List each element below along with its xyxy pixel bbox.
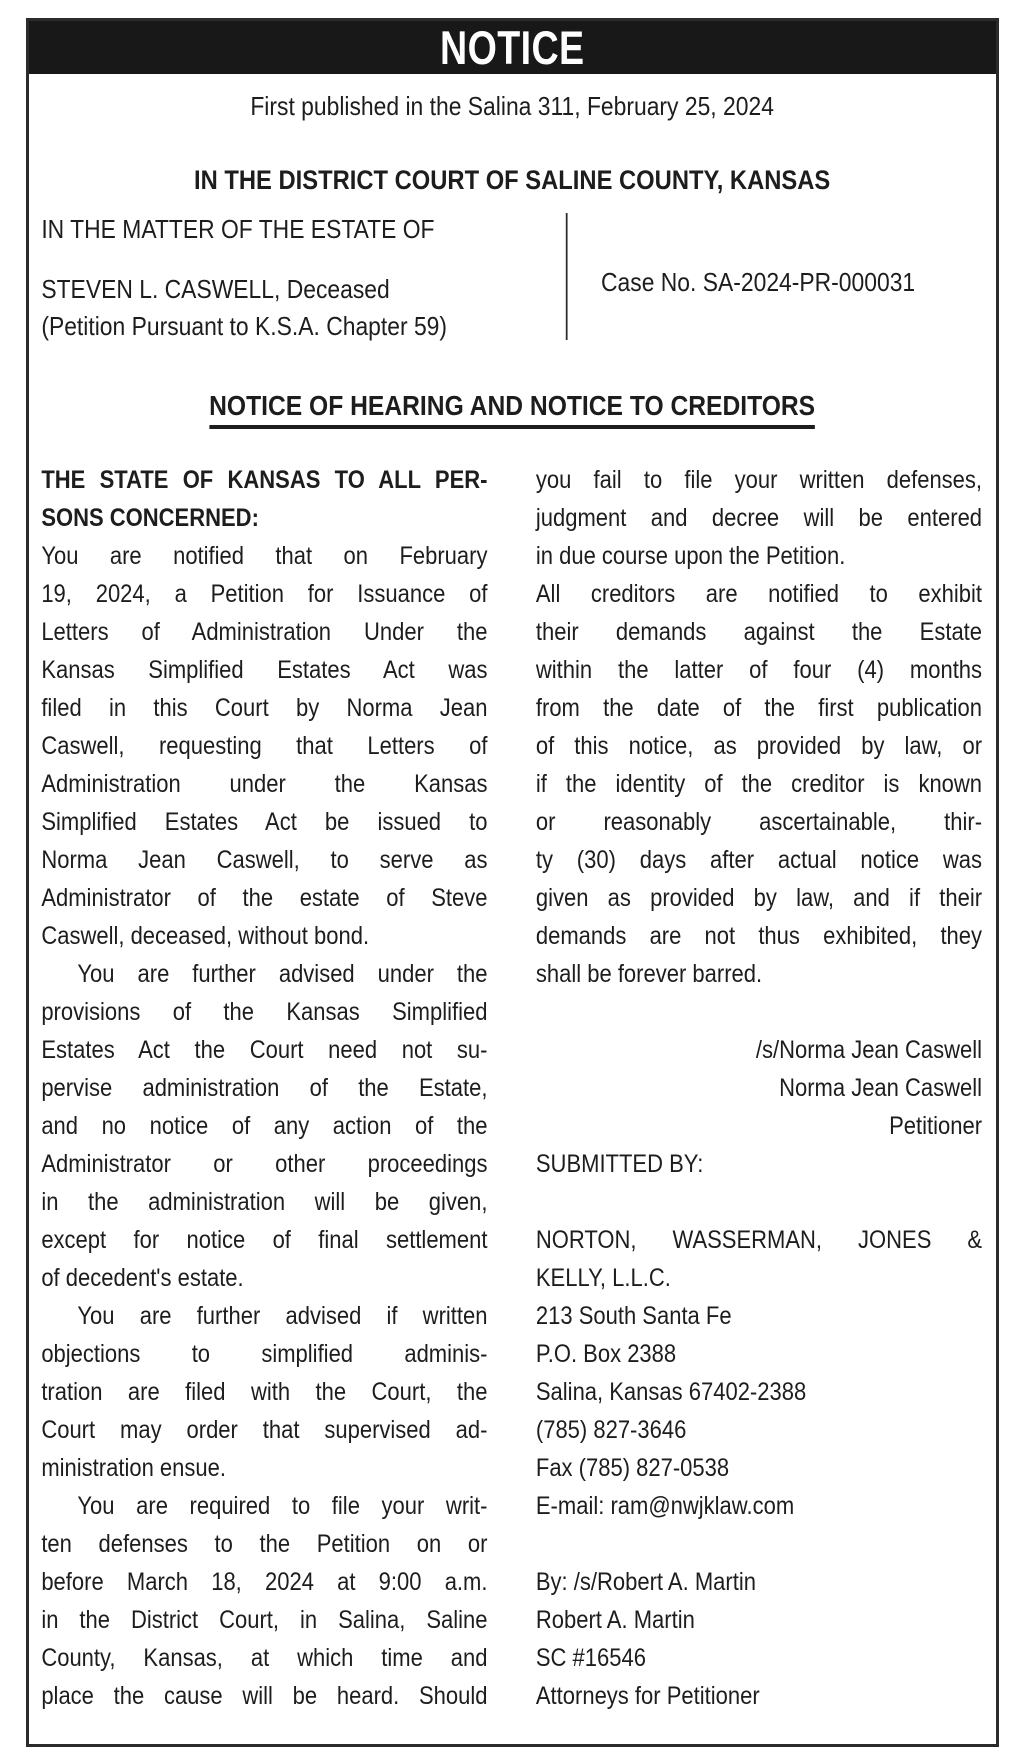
text-line: Administration under the Kansas xyxy=(41,770,488,798)
text-line: Robert A. Martin xyxy=(535,1606,695,1634)
text-line: By: /s/Robert A. Martin xyxy=(535,1568,756,1596)
text-line: before March 18, 2024 at 9:00 a.m. xyxy=(41,1568,488,1596)
text-line: You are notified that on February xyxy=(41,542,488,570)
text-line: of this notice, as provided by law, or xyxy=(535,732,983,760)
notice-title: NOTICE xyxy=(440,21,585,74)
text-line: P.O. Box 2388 xyxy=(535,1340,677,1368)
text-line: if the identity of the creditor is known xyxy=(535,770,983,798)
case-number: Case No. SA-2024-PR-000031 xyxy=(601,267,916,297)
text-line: except for notice of final settlement xyxy=(41,1226,488,1254)
text-line: filed in this Court by Norma Jean xyxy=(41,694,488,722)
right-column xyxy=(536,461,982,1715)
text-line: place the cause will be heard. Should xyxy=(41,1682,488,1710)
text-line: Attorneys for Petitioner xyxy=(535,1682,760,1710)
published-line: First published in the Salina 311, February 25, 2024 xyxy=(250,91,774,121)
text-line: You are further advised if written xyxy=(77,1302,488,1330)
text-line: All creditors are notified to exhibit xyxy=(535,580,983,608)
section-heading-wrap xyxy=(29,390,995,429)
notice-header-band xyxy=(29,21,996,74)
text-line: Administrator of the estate of Steve xyxy=(41,884,488,912)
text-line: Salina, Kansas 67402-2388 xyxy=(535,1378,807,1406)
blank-line xyxy=(536,993,982,1031)
blank-line xyxy=(536,1183,982,1221)
text-line: ty (30) days after actual notice was xyxy=(535,846,983,874)
text-line: of decedent's estate. xyxy=(41,1264,244,1292)
text-line: Letters of Administration Under the xyxy=(41,618,488,646)
text-line: pervise administration of the Estate, xyxy=(41,1074,488,1102)
left-column xyxy=(41,461,487,1715)
text-line: (785) 827-3646 xyxy=(535,1416,687,1444)
text-line: Estates Act the Court need not su- xyxy=(41,1036,488,1064)
text-line: tration are filed with the Court, the xyxy=(41,1378,488,1406)
notice-content xyxy=(29,74,995,1747)
text-line: Caswell, requesting that Letters of xyxy=(41,732,488,760)
text-line: Simplified Estates Act be issued to xyxy=(41,808,488,836)
text-line: You are required to file your writ- xyxy=(77,1492,488,1520)
text-line: You are further advised under the xyxy=(77,960,488,988)
text-line: Kansas Simplified Estates Act was xyxy=(41,656,488,684)
text-line: in the District Court, in Salina, Saline xyxy=(41,1606,488,1634)
matter-line: IN THE MATTER OF THE ESTATE OF xyxy=(41,214,435,244)
text-line: in the administration will be given, xyxy=(41,1188,488,1216)
text-line: SONS CONCERNED: xyxy=(41,504,259,532)
text-line: THE STATE OF KANSAS TO ALL PER- xyxy=(41,466,488,494)
text-line: Norma Jean Caswell, to serve as xyxy=(41,846,488,874)
text-line: SUBMITTED BY: xyxy=(535,1150,704,1178)
text-line: Norma Jean Caswell xyxy=(779,1074,983,1102)
text-line: E-mail: ram@nwjklaw.com xyxy=(535,1492,795,1520)
text-line: shall be forever barred. xyxy=(535,960,763,988)
text-line: from the date of the first publication xyxy=(535,694,983,722)
decedent-line: STEVEN L. CASWELL, Deceased xyxy=(41,274,390,304)
text-line: Administrator or other proceedings xyxy=(41,1150,488,1178)
text-line: in due course upon the Petition. xyxy=(535,542,846,570)
blank-line xyxy=(536,1525,982,1563)
text-line: Petitioner xyxy=(889,1112,983,1140)
caption-divider xyxy=(566,213,568,340)
text-line: Fax (785) 827-0538 xyxy=(535,1454,730,1482)
petition-statute-line: (Petition Pursuant to K.S.A. Chapter 59) xyxy=(41,311,448,341)
text-line: Court may order that supervised ad- xyxy=(41,1416,488,1444)
text-line: objections to simplified adminis- xyxy=(41,1340,488,1368)
text-line: SC #16546 xyxy=(535,1644,646,1672)
text-line: within the latter of four (4) months xyxy=(535,656,983,684)
text-line: you fail to file your written defenses, xyxy=(535,466,983,494)
text-line: Caswell, deceased, without bond. xyxy=(41,922,370,950)
text-line: 19, 2024, a Petition for Issuance of xyxy=(41,580,488,608)
text-line: County, Kansas, at which time and xyxy=(41,1644,488,1672)
text-line: ten defenses to the Petition on or xyxy=(41,1530,488,1558)
text-line: ministration ensue. xyxy=(41,1454,226,1482)
text-line: their demands against the Estate xyxy=(535,618,983,646)
text-line: demands are not thus exhibited, they xyxy=(535,922,983,950)
text-line: given as provided by law, and if their xyxy=(535,884,983,912)
text-line: provisions of the Kansas Simplified xyxy=(41,998,488,1026)
text-line: NORTON, WASSERMAN, JONES & xyxy=(535,1226,983,1254)
text-line: 213 South Santa Fe xyxy=(535,1302,732,1330)
text-line: and no notice of any action of the xyxy=(41,1112,488,1140)
notice-frame xyxy=(26,18,999,1747)
text-line: KELLY, L.L.C. xyxy=(535,1264,671,1292)
court-line: IN THE DISTRICT COURT OF SALINE COUNTY, KANSAS xyxy=(193,165,831,195)
text-line: /s/Norma Jean Caswell xyxy=(755,1036,983,1064)
text-line: judgment and decree will be entered xyxy=(535,504,983,532)
text-line: or reasonably ascertainable, thir- xyxy=(535,808,983,836)
section-heading: NOTICE OF HEARING AND NOTICE TO CREDITORS xyxy=(209,390,815,429)
